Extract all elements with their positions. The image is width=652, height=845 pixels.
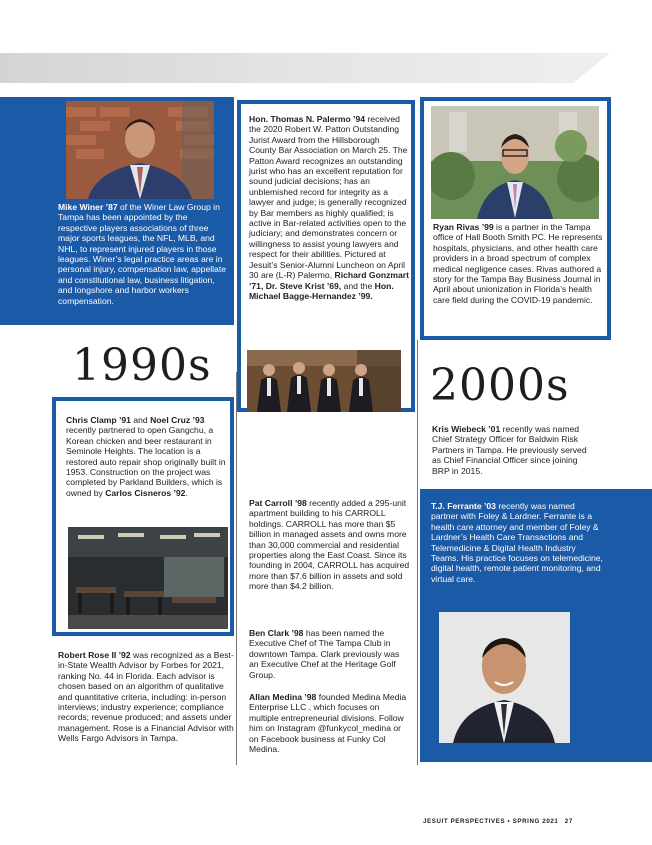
medina-name: Allan Medina ’98 xyxy=(249,692,317,702)
clamp-text: recently partnered to open Gangchu, a Korean chicken and beer restaurant in Seminole Heights. The location is a restored auto repair shop originally built in 1953. Construction on the project was completed by Parkland Builders, which is owned by xyxy=(66,425,226,498)
medina-text: founded Medina Media Enterprise LLC , which focuses on multiple entrepreneurial divisions. Follow him on Instagram @funkycol_medina or on Facebook business at Funky Col Medina. xyxy=(249,692,407,755)
ferrante-photo xyxy=(439,612,570,743)
decade-2000s: 2000s xyxy=(430,360,570,411)
clamp-period: . xyxy=(185,487,188,498)
medina-entry xyxy=(249,692,411,754)
clamp-name: Chris Clamp ’91 xyxy=(66,415,131,425)
ferrante-box xyxy=(420,489,652,762)
clark-name: Ben Clark ’98 xyxy=(249,628,304,638)
column-divider xyxy=(417,340,418,765)
column-divider xyxy=(236,372,237,765)
palermo-names-bold: Richard Gonzmart ’71, Dr. Steve Krist ’69, xyxy=(249,270,409,291)
header-banner xyxy=(0,53,610,83)
page-number: 27 xyxy=(564,818,573,825)
palermo-text: received the 2020 Robert W. Patton Outstanding Jurist Award from the Hillsborough County Bar Association on March 25. The Patton Award recognizes an outstanding jurist who has an excellent reputation for sound judicial decisions; has an unblemished record for integrity as a lawyer and judge; is generally recognized by Bar members as highly qualified; is active in Bar-related activities open to the judiciary; and demonstrates concern or willingness to assist young lawyers and respect for their abilities. Pictured at Jesuit’s Senior-Alumni Luncheon on April 30 are (L-R) Palermo, xyxy=(249,114,408,281)
carroll-text: recently added a 295-unit apartment building to his CARROLL holdings. CARROLL has more than $5 billion in managed assets and owns more than 30,000 commercial and residential properties along the East Coast. Since its founding in 2004, CARROLL has acquired more than $7.6 billion in assets and sold more than $4.2 billion. xyxy=(249,498,410,592)
winer-text: of the Winer Law Group in Tampa has been appointed by the respective players associations of three major sports leagues, the NFL, MLB, and NHL, to represent injured players in those leagues. Winer’s legal practice areas are in personal injury, compensation law, appellate and constitutional law, business litigation, and longshore and harbor workers compensation. xyxy=(58,202,226,306)
rose-text: was recognized as a Best-in-State Wealth Advisor by Forbes for 2021, ranking No. 44 in Florida. Each advisor is chosen based on an algorithm of qualitative and quantitative criteria, including: in-person interviews; industry experience; compliance records; revenue produced; and assets under management. Rose is a Financial Advisor with Wells Fargo Advisors in Tampa. xyxy=(58,650,234,744)
winer-box xyxy=(0,97,234,325)
clark-text: has been named the Executive Chef of The Tampa Club in downtown Tampa. Clark previously was an Executive Chef at the Heritage Golf Group. xyxy=(249,628,400,680)
luncheon-photo xyxy=(247,350,401,412)
cisneros-name: Carlos Cisneros ’92 xyxy=(105,487,186,498)
palermo-text-and: and the xyxy=(341,280,375,291)
rose-entry xyxy=(58,650,234,744)
winer-name: Mike Winer ’87 xyxy=(58,202,118,212)
ferrante-name: T.J. Ferrante ’03 xyxy=(431,501,496,511)
clark-entry xyxy=(249,628,411,680)
winer-photo xyxy=(66,101,214,199)
ferrante-text: recently was named partner with Foley & Lardner. Ferrante is a health care attorney and member of Foley & Lardner’s Health Care Transactions and Telemedicine & Digital Health Industry Teams. His practice focuses on telemedicine, digital health, remote patient monitoring, and virtual care. xyxy=(431,501,603,584)
wiebeck-entry xyxy=(432,424,592,476)
palermo-box xyxy=(237,100,415,412)
rose-name: Robert Rose II ’92 xyxy=(58,650,131,660)
footer-publication: JESUIT PERSPECTIVES • SPRING 2021 xyxy=(423,818,559,825)
rivas-photo xyxy=(431,106,599,219)
palermo-name-bagge: Hon. Michael Bagge-Hernandez ’99. xyxy=(249,280,394,301)
carroll-name: Pat Carroll ’98 xyxy=(249,498,307,508)
rivas-name: Ryan Rivas ’99 xyxy=(433,222,494,232)
rivas-text: is a partner in the Tampa office of Hall Booth Smith PC. He represents hospitals, physicians, and other health care providers in a broad spectrum of complex medical negligence cases. Rivas authored a story for the Tampa Bay Business Journal in April about unionization in Florida’s health care field during the COVID-19 pandemic. xyxy=(433,222,603,305)
clamp-and: and xyxy=(130,415,151,425)
clamp-box xyxy=(52,397,234,636)
cruz-name: Noel Cruz ’93 xyxy=(150,415,205,425)
carroll-entry xyxy=(249,498,411,592)
decade-1990s: 1990s xyxy=(72,340,212,391)
palermo-name: Hon. Thomas N. Palermo ’94 xyxy=(249,114,366,124)
rivas-box xyxy=(420,97,611,340)
page-footer xyxy=(423,818,573,825)
wiebeck-name: Kris Wiebeck ’01 xyxy=(432,424,501,434)
gangchu-photo xyxy=(68,527,228,629)
wiebeck-text: recently was named Chief Strategy Officer for Baldwin Risk Partners in Tampa. He previously served as Chief Financial Officer since joining BRP in 2015. xyxy=(432,424,587,476)
